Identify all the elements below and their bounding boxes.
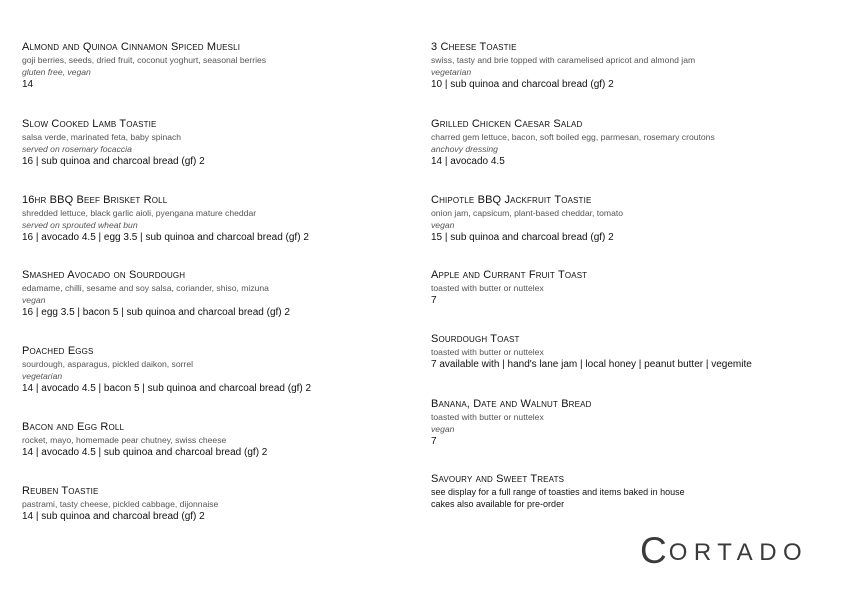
item-name: Almond and Quinoa Cinnamon Spiced Muesli	[22, 41, 241, 53]
item-note: vegan	[431, 220, 455, 230]
item-price: 7	[431, 295, 437, 306]
menu-item-banana-bread	[431, 398, 821, 448]
item-description: charred gem lettuce, bacon, soft boiled egg, parmesan, rosemary croutons	[431, 132, 715, 142]
item-price: 14 | avocado 4.5	[431, 156, 505, 167]
item-price: 10 | sub quinoa and charcoal bread (gf) 2	[431, 79, 614, 90]
item-note: gluten free, vegan	[22, 67, 91, 77]
item-description: onion jam, capsicum, plant-based cheddar, tomato	[431, 208, 624, 218]
item-info: see display for a full range of toasties and items baked in house	[431, 487, 685, 497]
menu-item-brisket-roll	[22, 194, 412, 244]
item-name: Bacon and Egg Roll	[22, 421, 125, 433]
item-price: 16 | sub quinoa and charcoal bread (gf) 2	[22, 156, 205, 167]
item-name: Chipotle BBQ Jackfruit Toastie	[431, 194, 592, 206]
item-name: Sourdough Toast	[431, 333, 520, 345]
item-price: 14 | avocado 4.5 | sub quinoa and charcoal bread (gf) 2	[22, 447, 268, 458]
item-name: Smashed Avocado on Sourdough	[22, 269, 186, 281]
item-price: 14 | sub quinoa and charcoal bread (gf) 2	[22, 511, 205, 522]
item-description: shredded lettuce, black garlic aioli, pyengana mature cheddar	[22, 208, 257, 218]
item-name: Reuben Toastie	[22, 485, 99, 497]
menu-item-poached-eggs	[22, 345, 412, 395]
item-name: 3 Cheese Toastie	[431, 41, 517, 53]
menu-item-3-cheese-toastie	[431, 41, 821, 91]
item-note: anchovy dressing	[431, 144, 498, 154]
item-name: 16hr BBQ Beef Brisket Roll	[22, 194, 168, 206]
item-name: Banana, Date and Walnut Bread	[431, 398, 592, 410]
menu-item-jackfruit-toastie	[431, 194, 821, 244]
item-note: served on sprouted wheat bun	[22, 220, 138, 230]
item-info-secondary: cakes also available for pre-order	[431, 499, 565, 509]
menu-item-lamb-toastie	[22, 118, 412, 168]
menu-item-caesar-salad	[431, 118, 821, 168]
menu-item-muesli	[22, 41, 412, 91]
item-name: Slow Cooked Lamb Toastie	[22, 118, 157, 130]
item-description: goji berries, seeds, dried fruit, coconut yoghurt, seasonal berries	[22, 55, 267, 65]
item-description: toasted with butter or nuttelex	[431, 283, 544, 293]
item-price: 15 | sub quinoa and charcoal bread (gf) 2	[431, 232, 614, 243]
item-description: rocket, mayo, homemade pear chutney, swiss cheese	[22, 435, 227, 445]
logo-wordmark: ORTADO	[668, 538, 809, 566]
item-name: Savoury and Sweet Treats	[431, 473, 565, 485]
item-price: 14 | avocado 4.5 | bacon 5 | sub quinoa and charcoal bread (gf) 2	[22, 383, 312, 394]
item-price: 16 | avocado 4.5 | egg 3.5 | sub quinoa and charcoal bread (gf) 2	[22, 232, 309, 243]
item-description: pastrami, tasty cheese, pickled cabbage, dijonnaise	[22, 499, 219, 509]
item-description: salsa verde, marinated feta, baby spinach	[22, 132, 182, 142]
logo-initial: C	[640, 530, 667, 571]
item-note: served on rosemary focaccia	[22, 144, 132, 154]
item-name: Apple and Currant Fruit Toast	[431, 269, 588, 281]
item-price: 14	[22, 79, 34, 90]
item-price: 16 | egg 3.5 | bacon 5 | sub quinoa and charcoal bread (gf) 2	[22, 307, 290, 318]
item-name: Poached Eggs	[22, 345, 94, 357]
menu-item-treats	[431, 473, 821, 510]
menu-item-bacon-egg-roll	[22, 421, 412, 459]
menu-item-fruit-toast	[431, 269, 821, 307]
menu-item-smashed-avocado	[22, 269, 412, 319]
item-description: sourdough, asparagus, pickled daikon, sorrel	[22, 359, 194, 369]
item-note: vegetarian	[431, 67, 472, 77]
item-description: toasted with butter or nuttelex	[431, 412, 544, 422]
item-note: vegan	[22, 295, 46, 305]
item-description: edamame, chilli, sesame and soy salsa, coriander, shiso, mizuna	[22, 283, 269, 293]
cortado-logo	[640, 530, 809, 571]
item-name: Grilled Chicken Caesar Salad	[431, 118, 583, 130]
item-description: swiss, tasty and brie topped with caramelised apricot and almond jam	[431, 55, 696, 65]
menu-item-reuben-toastie	[22, 485, 412, 523]
item-note: vegan	[431, 424, 455, 434]
item-price: 7 available with | hand's lane jam | local honey | peanut butter | vegemite	[431, 359, 752, 370]
menu-item-sourdough-toast	[431, 333, 821, 371]
item-note: vegetarian	[22, 371, 63, 381]
item-description: toasted with butter or nuttelex	[431, 347, 544, 357]
item-price: 7	[431, 436, 437, 447]
